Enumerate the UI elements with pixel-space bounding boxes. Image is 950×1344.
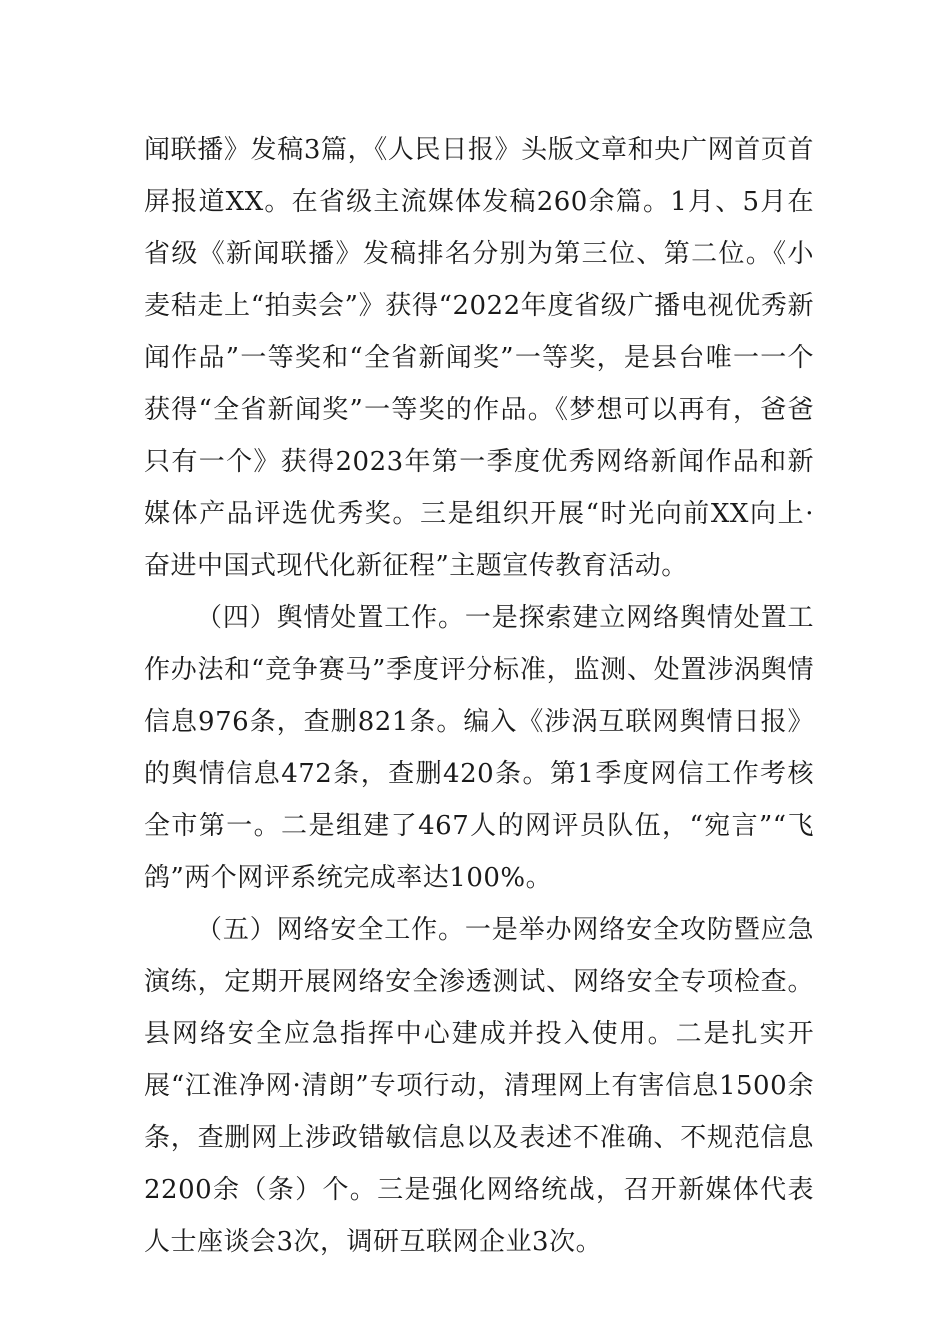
document-body [144,124,814,1268]
paragraph-continued: 闻联播》发稿3篇，《人民日报》头版文章和央广网首页首屏报道XX。在省级主流媒体发稿260余篇。1月、5月在省级《新闻联播》发稿排名分别为第三位、第二位。《小麦秸走上“拍卖会”》获得“2022年度省级广播电视优秀新闻作品”一等奖和“全省新闻奖”一等奖，是县台唯一一个获得“全省新闻奖”一等奖的作品。《梦想可以再有，爸爸只有一个》获得2023年第一季度优秀网络新闻作品和新媒体产品评选优秀奖。三是组织开展“时光向前XX向上·奋进中国式现代化新征程”主题宣传教育活动。 [144,135,814,581]
paragraph-network-security: （五）网络安全工作。一是举办网络安全攻防暨应急演练，定期开展网络安全渗透测试、网络安全专项检查。县网络安全应急指挥中心建成并投入使用。二是扎实开展“江淮净网·清朗”专项行动，清理网上有害信息1500余条，查删网上涉政错敏信息以及表述不准确、不规范信息2200余（条）个。三是强化网络统战，召开新媒体代表人士座谈会3次，调研互联网企业3次。 [144,915,814,1257]
paragraph-public-opinion: （四）舆情处置工作。一是探索建立网络舆情处置工作办法和“竞争赛马”季度评分标准，监测、处置涉涡舆情信息976条，查删821条。编入《涉涡互联网舆情日报》的舆情信息472条，查删420条。第1季度网信工作考核全市第一。二是组建了467人的网评员队伍，“宛言”“飞鸽”两个网评系统完成率达100%。 [144,603,814,893]
